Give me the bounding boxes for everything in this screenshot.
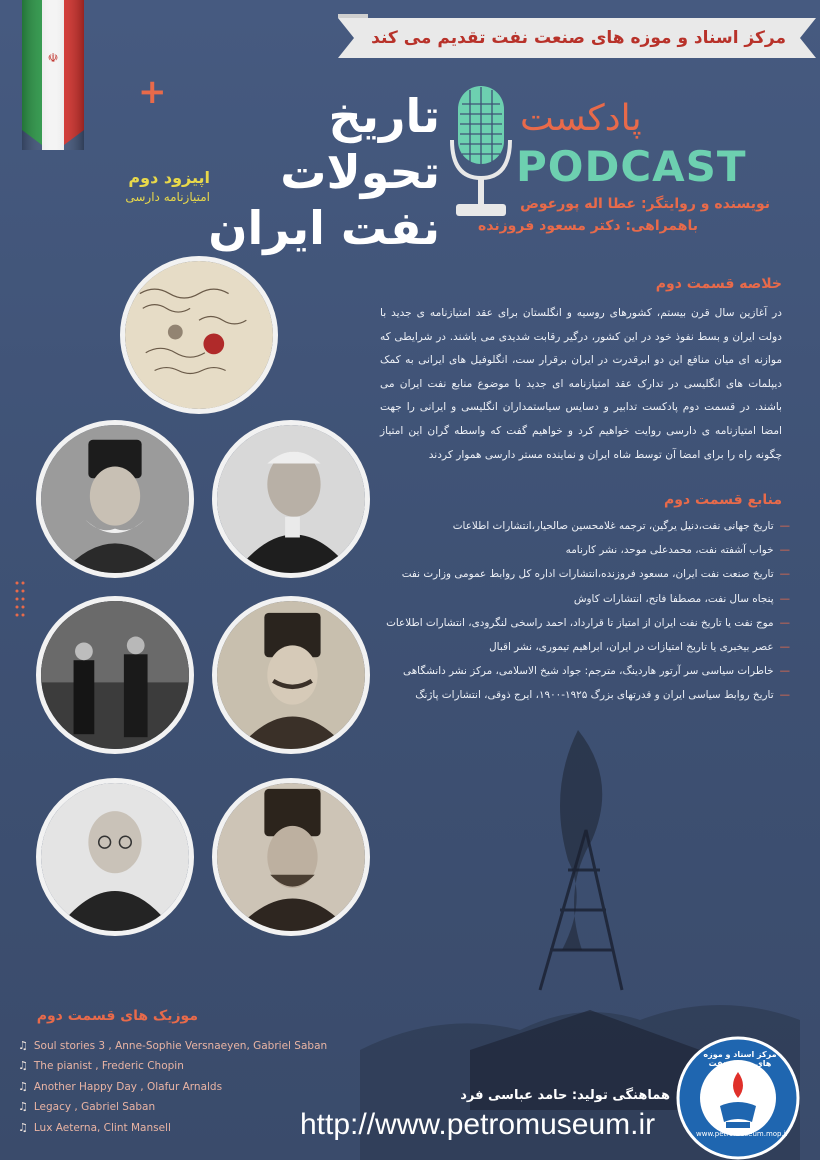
music-text: Soul stories 3 , Anne-Sophie Versnaeyen, Gabriel Saban	[33, 1040, 328, 1052]
source-text: تاریخ جهانی نفت،دنیل یرگین، ترجمه غلامحسین صالحیار،انتشارات اطلاعات	[452, 520, 774, 532]
source-text: تاریخ روابط سیاسی ایران و قدرتهای بزرگ ۱۹۲۵-۱۹۰۰، ایرج ذوقی، انتشارات پاژنگ	[415, 689, 774, 702]
music-text: Lux Aeterna, Clint Mansell	[33, 1121, 171, 1134]
banner-text: مرکز اسناد و موزه های صنعت نفت تقدیم می کند	[371, 28, 786, 48]
bullet-dash-icon: —	[779, 689, 790, 702]
source-text: خاطرات سیاسی سر آرتور هاردینگ، مترجم: جواد شیخ الاسلامی، مرکز نشر دانشگاهی	[403, 665, 774, 678]
music-note-icon: ♫	[18, 1120, 28, 1134]
website-url[interactable]: http://www.petromuseum.ir	[300, 1108, 656, 1141]
sources-heading: منابع قسمت دوم	[664, 492, 782, 508]
bullet-dash-icon: —	[779, 520, 790, 532]
bullet-dash-icon: —	[779, 592, 790, 605]
source-item	[380, 562, 790, 586]
summary-text: در آغازین سال قرن بیستم، کشورهای روسیه و انگلستان برای عقد امتیازنامه ی جدید با دولت ایران و بسط نفوذ خود در این کشور، درگیر رقابت شدیدی می باشند. در شرایطی که موازنه ای میان منافع این دو ابرقدرت در ایران برقرار ست، انگلوفیل های ایرانی به کمک دیپلمات های انگلیسی در تدارک عقد امتیازنامه ای جدید با موضوع منابع نفت ایران می باشند. در قسمت دوم پادکست تدابیر و دسایس سیاستمداران انگلیسی و ایرانی را جهت امضا امتیازنامه ی دارسی روایت خواهیم کرد و خواهیم گفت که واسطه گران این امتیاز چگونه راه را برای امضا آن توسط شاه ایران و نماینده مستر دارسی هموار کردند	[380, 307, 782, 461]
bullet-dash-icon: —	[779, 665, 790, 678]
bullet-dash-icon: —	[779, 616, 790, 629]
music-item	[18, 1118, 327, 1138]
source-item	[380, 514, 790, 538]
portrait-photo	[36, 778, 194, 936]
episode-title: اپیزود دوم	[128, 168, 210, 187]
title-line-2: نفت ایران	[208, 201, 440, 255]
source-text: موج نفت یا تاریخ نفت ایران از امتیاز تا قرارداد، احمد راسخی لنگرودی، انتشارات اطلاعات	[386, 616, 774, 629]
music-item	[18, 1056, 327, 1076]
logo-url[interactable]: www.petromuseum.mop.ir	[696, 1130, 789, 1138]
portrait-photo	[36, 420, 194, 578]
music-heading: موزیک های قسمت دوم	[36, 1008, 198, 1024]
bullet-dash-icon: —	[779, 568, 790, 581]
music-note-icon: ♫	[18, 1079, 28, 1093]
top-banner	[338, 14, 816, 62]
bullet-dash-icon: —	[779, 544, 790, 557]
plus-mark: +	[138, 72, 167, 112]
title-line-1: تاریخ تحولات	[280, 89, 440, 199]
producer-credit: هماهنگی تولید: حامد عباسی فرد	[460, 1088, 670, 1103]
music-note-icon: ♫	[18, 1059, 28, 1073]
source-item	[380, 683, 790, 707]
source-text: تاریخ صنعت نفت ایران، مسعود فروزنده،انتشارات اداره کل روابط عمومی وزارت نفت	[401, 568, 774, 581]
logo-text	[700, 1050, 780, 1068]
source-item	[380, 635, 790, 659]
portrait-photo	[212, 420, 370, 578]
document-photo	[120, 256, 278, 414]
source-item	[380, 611, 790, 635]
author-credit: نویسنده و روایتگر: عطا اله پورعوض	[520, 196, 770, 212]
source-item	[380, 587, 790, 611]
music-text: Another Happy Day , Olafur Arnalds	[33, 1080, 223, 1093]
music-text: Legacy , Gabriel Saban	[33, 1101, 156, 1114]
main-title	[180, 88, 440, 256]
portrait-photo	[212, 596, 370, 754]
music-item	[18, 1097, 327, 1117]
podcast-en-label: PODCAST	[516, 142, 747, 191]
portrait-photo	[212, 778, 370, 936]
source-text: خواب آشفته نفت، محمدعلی موحد، نشر کارنامه	[565, 544, 774, 557]
co-host-credit: باهمراهی: دکتر مسعود فروزنده	[478, 218, 698, 234]
podcast-fa-label: پادکست	[520, 98, 642, 139]
music-note-icon: ♫	[18, 1039, 28, 1052]
group-photo	[36, 596, 194, 754]
music-item	[18, 1036, 327, 1056]
episode-subtitle: امتیازنامه دارسی	[125, 190, 210, 204]
source-text: عصر بیخبری یا تاریخ امتیازات در ایران، ابراهیم تیموری، نشر اقبال	[489, 641, 774, 654]
summary-heading: خلاصه قسمت دوم	[655, 276, 782, 292]
source-text: پنجاه سال نفت، مصطفا فاتح، انتشارات کاوش	[573, 592, 774, 605]
logo-name: مرکز اسناد و موزه های صنعت نفت	[703, 1050, 777, 1068]
iran-flag-icon	[22, 0, 84, 150]
music-text: The pianist , Frederic Chopin	[33, 1060, 184, 1073]
source-item	[380, 659, 790, 683]
music-list	[18, 1036, 327, 1138]
sources-list	[380, 514, 790, 708]
decorative-dots	[14, 580, 26, 620]
music-item	[18, 1077, 327, 1097]
bullet-dash-icon: —	[779, 641, 790, 654]
source-item	[380, 538, 790, 562]
music-note-icon: ♫	[18, 1100, 28, 1114]
